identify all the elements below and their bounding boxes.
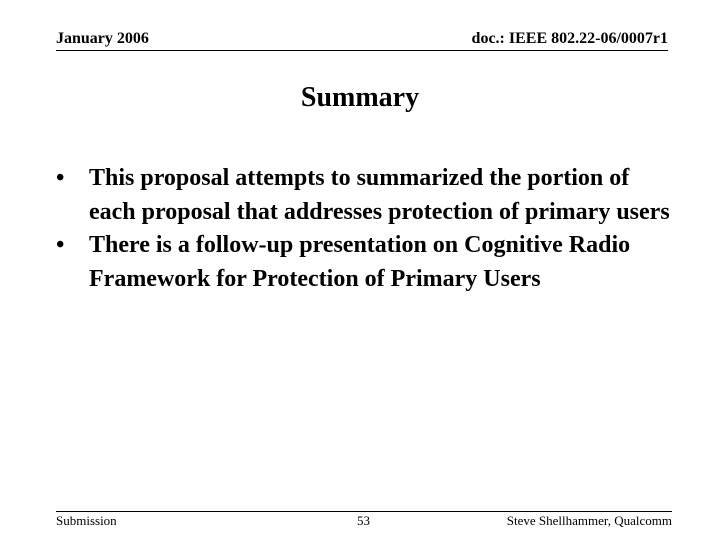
header-doc-id: doc.: IEEE 802.22-06/0007r1: [471, 30, 668, 47]
slide-footer: [56, 511, 672, 530]
footer-author: Steve Shellhammer, Qualcomm: [506, 513, 672, 528]
page-number: 53: [357, 513, 370, 528]
bullet-item: [56, 229, 676, 296]
bullet-text: There is a follow-up presentation on Cognitive Radio Framework for Protection of Primary Users: [89, 232, 631, 292]
bullet-item: [56, 162, 676, 229]
bullet-dot-icon: •: [56, 165, 65, 191]
bullet-list: [56, 162, 676, 296]
slide-title: Summary: [300, 82, 420, 113]
bullet-text: This proposal attempts to summarized the portion of each proposal that addresses protection of primary users: [89, 165, 670, 225]
slide-header: [56, 30, 668, 51]
bullet-dot-icon: •: [56, 232, 65, 258]
footer-submission: Submission: [56, 513, 117, 528]
header-date: January 2006: [56, 30, 149, 47]
